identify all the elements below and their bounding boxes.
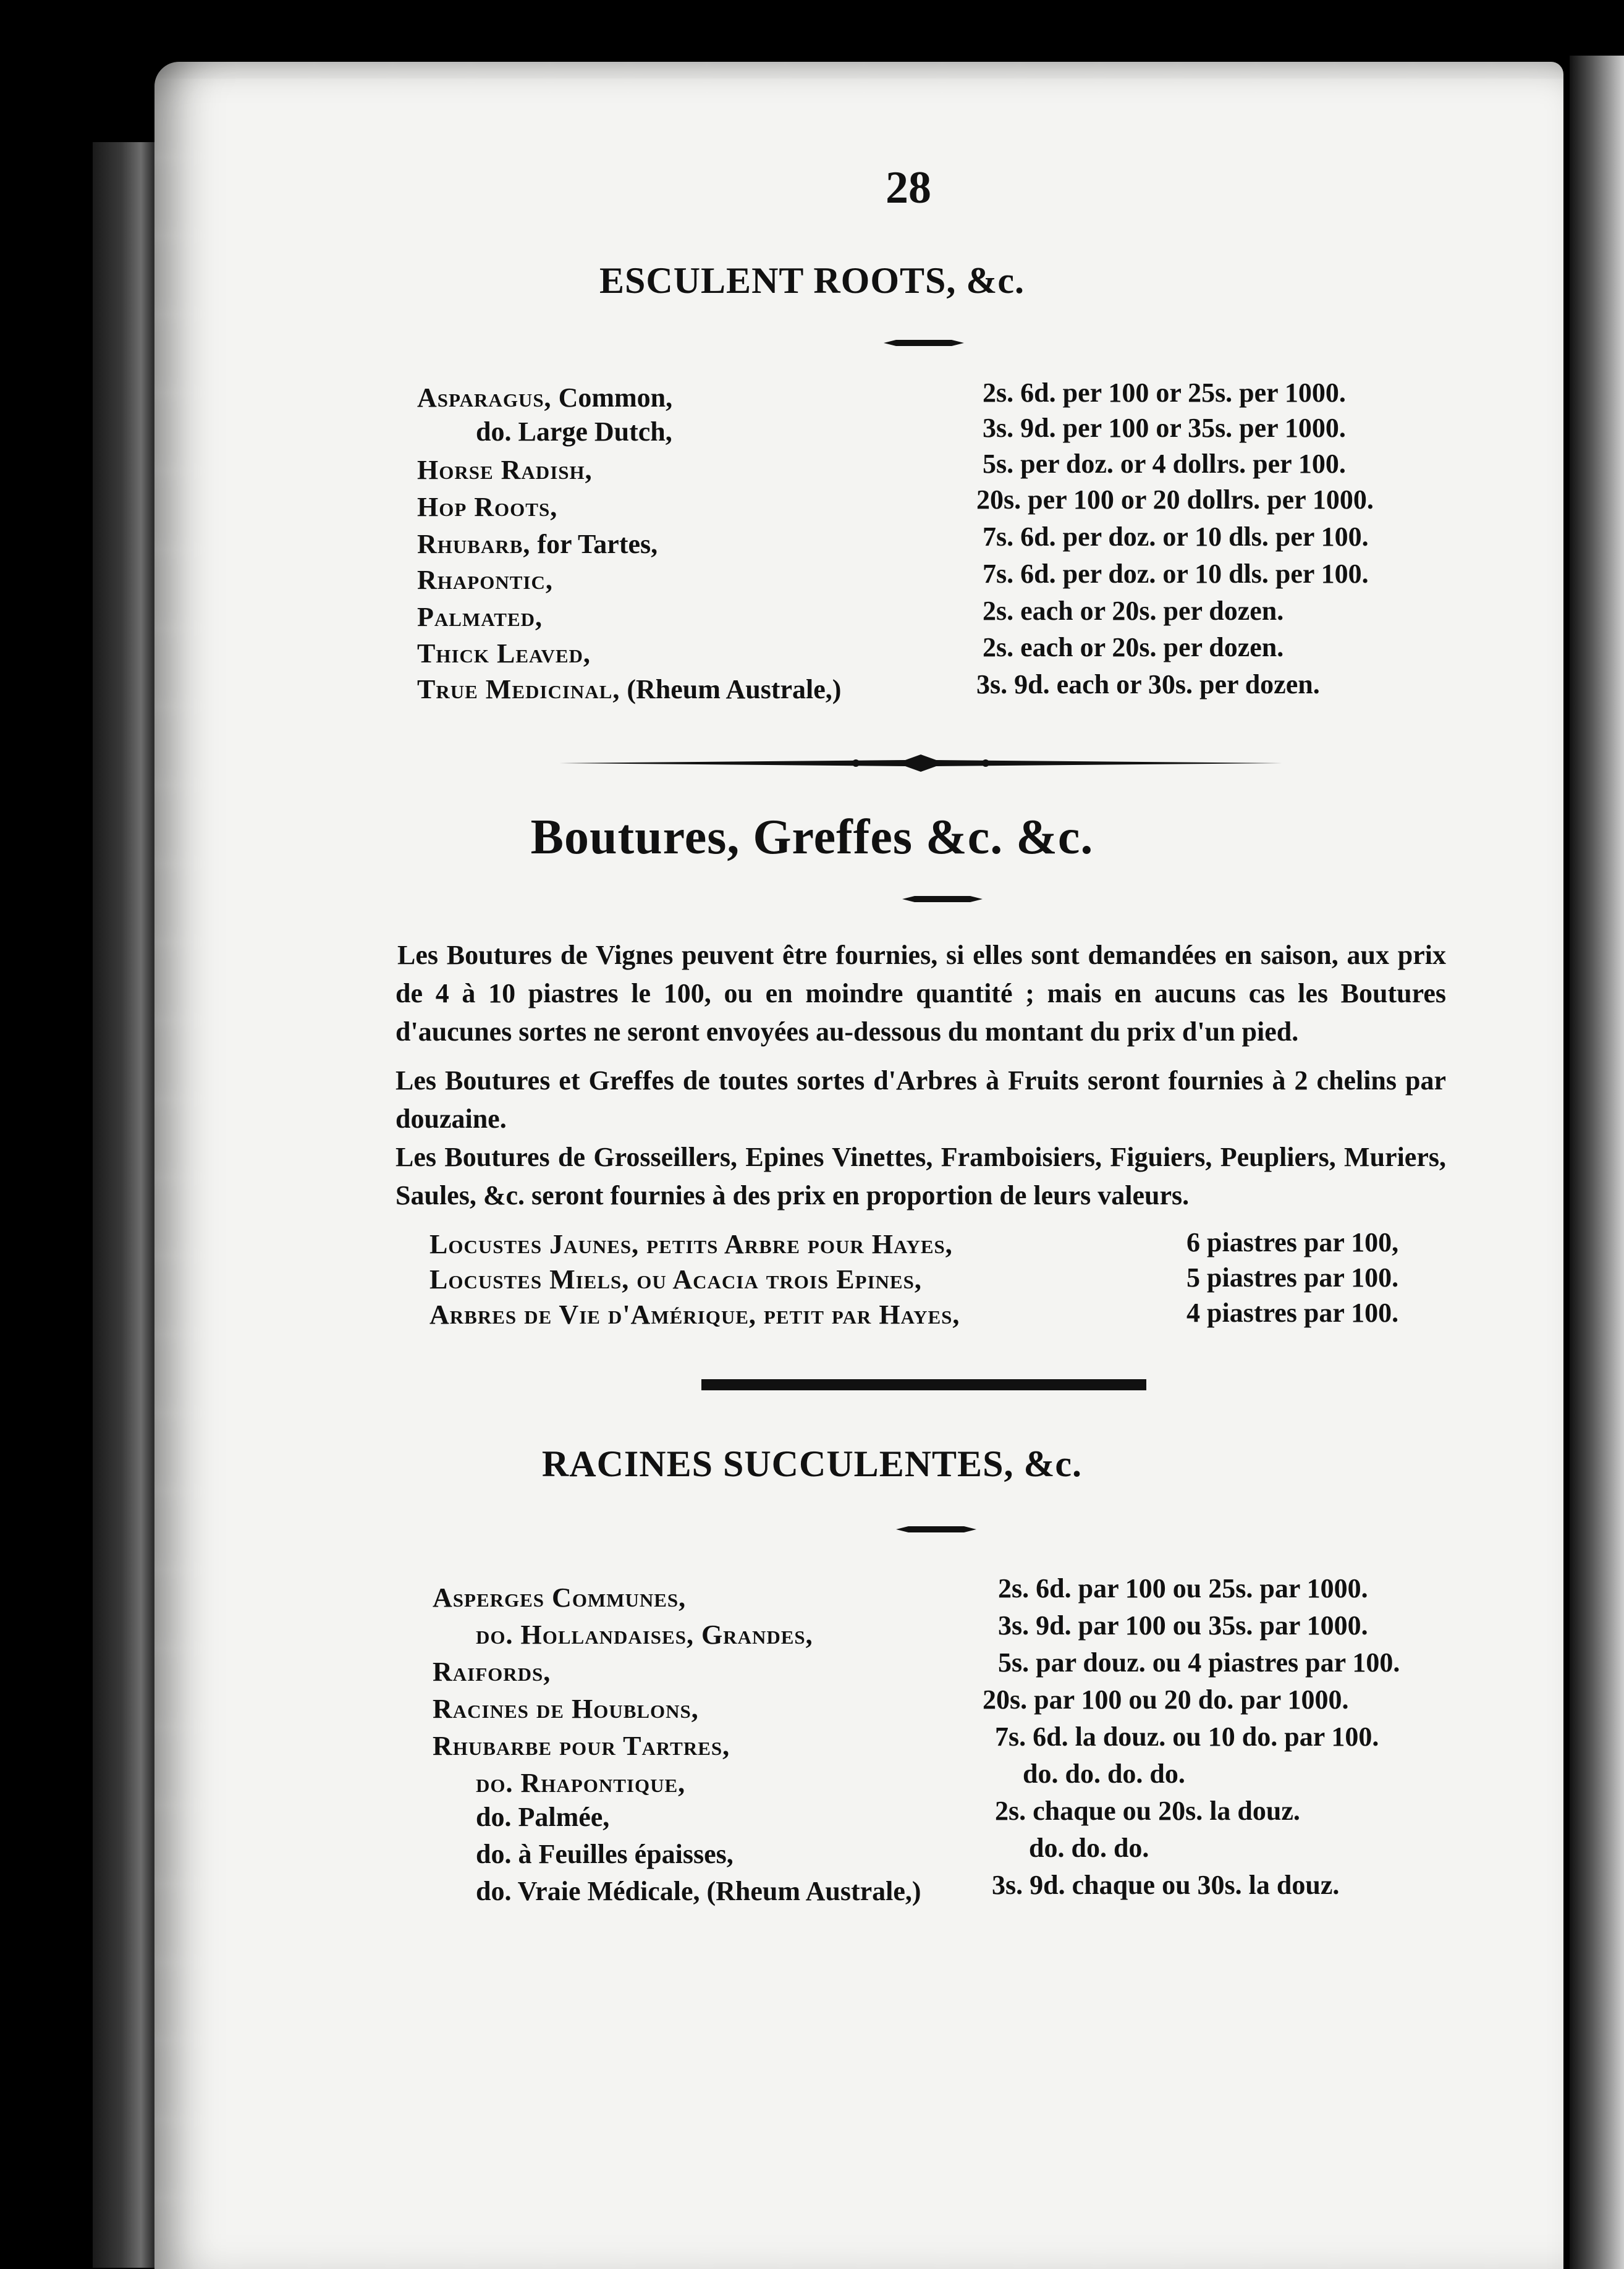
list-item: True Medicinal, (Rheum Australe,): [417, 674, 842, 704]
price-value: 2s. each or 20s. per dozen.: [983, 596, 1284, 626]
price-value: 4 piastres par 100.: [1186, 1298, 1399, 1328]
price-value: 7s. 6d. per doz. or 10 dls. per 100.: [983, 559, 1369, 589]
price-value: 3s. 9d. par 100 ou 35s. par 1000.: [998, 1610, 1368, 1641]
paragraph-vignes: Les Boutures de Vignes peuvent être fournies, si elles sont demandées en saison, aux prix de 4 à 10 piastres le 100, ou en moindre quantité ; mais en aucuns cas les Boutures d'aucunes sortes ne seront envoyées au-dessous du montant du prix d'un pied.: [395, 940, 1446, 1047]
list-item: Racines de Houblons,: [433, 1694, 699, 1724]
paragraph-greffes: Les Boutures et Greffes de toutes sortes d'Arbres à Fruits seront fournies à 2 chelins par douzaine.: [395, 1065, 1446, 1134]
list-item: Rhubarb, for Tartes,: [417, 529, 658, 559]
list-item: Raifords,: [433, 1657, 551, 1687]
list-item: do. Vraie Médicale, (Rheum Australe,): [476, 1876, 921, 1906]
price-value: 3s. 9d. each or 30s. per dozen.: [976, 669, 1320, 699]
price-value: 5 piastres par 100.: [1186, 1262, 1399, 1293]
price-value: 6 piastres par 100,: [1186, 1227, 1399, 1257]
list-item: Locustes Miels, ou Acacia trois Epines,: [429, 1264, 922, 1295]
list-item: Rhubarbe pour Tartres,: [433, 1731, 730, 1761]
price-value: 7s. 6d. la douz. ou 10 do. par 100.: [995, 1722, 1379, 1752]
price-value: 20s. per 100 or 20 dollrs. per 1000.: [976, 484, 1374, 515]
ornament-dash: [902, 890, 983, 908]
price-value: 3s. 9d. chaque ou 30s. la douz.: [992, 1870, 1340, 1900]
thick-rule: [701, 1379, 1146, 1390]
paragraph-grosseillers: Les Boutures de Grosseillers, Epines Vinettes, Framboisiers, Figuiers, Peupliers, Muriers, Saules, &c. seront fournies à des prix en proportion de leurs valeurs.: [395, 1142, 1446, 1211]
price-value: do. do. do. do.: [1023, 1759, 1185, 1789]
page-number: 28: [886, 163, 931, 213]
list-item: Palmated,: [417, 602, 543, 632]
list-item: Asparagus, Common,: [417, 382, 673, 413]
price-value: 5s. per doz. or 4 dollrs. per 100.: [983, 449, 1346, 479]
list-item: Thick Leaved,: [417, 638, 591, 669]
list-item: Arbres de Vie d'Amérique, petit par Hayes,: [429, 1299, 960, 1330]
list-item: Horse Radish,: [417, 455, 593, 485]
list-item: Asperges Communes,: [433, 1582, 687, 1613]
price-value: 2s. 6d. per 100 or 25s. per 1000.: [983, 378, 1346, 408]
list-item: do. à Feuilles épaisses,: [476, 1839, 734, 1869]
section-title-boutures: Boutures, Greffes &c. &c.: [530, 810, 1094, 864]
list-item: Locustes Jaunes, petits Arbre pour Hayes,: [429, 1229, 953, 1259]
ornament-rule: [559, 751, 1282, 769]
price-value: 7s. 6d. per doz. or 10 dls. per 100.: [983, 522, 1369, 552]
price-value: 5s. par douz. ou 4 piastres par 100.: [998, 1647, 1400, 1678]
price-value: 20s. par 100 ou 20 do. par 1000.: [983, 1684, 1349, 1715]
list-item: do. Large Dutch,: [476, 416, 672, 447]
list-item: do. Palmée,: [476, 1802, 610, 1832]
ornament-dash: [896, 1520, 976, 1539]
section-title-esculent-roots: ESCULENT ROOTS, &c.: [599, 260, 1025, 301]
list-item: Hop Roots,: [417, 492, 558, 522]
price-value: 2s. 6d. par 100 ou 25s. par 1000.: [998, 1573, 1368, 1604]
list-item: do. Rhapontique,: [476, 1768, 686, 1798]
price-value: 2s. each or 20s. per dozen.: [983, 632, 1284, 662]
ornament-dash: [884, 334, 964, 352]
list-item: do. Hollandaises, Grandes,: [476, 1620, 813, 1650]
section-title-racines: RACINES SUCCULENTES, &c.: [541, 1443, 1083, 1484]
price-value: 2s. chaque ou 20s. la douz.: [995, 1796, 1300, 1826]
list-item: Rhapontic,: [417, 565, 553, 595]
price-value: 3s. 9d. per 100 or 35s. per 1000.: [983, 413, 1346, 443]
price-value: do. do. do.: [1029, 1833, 1149, 1863]
